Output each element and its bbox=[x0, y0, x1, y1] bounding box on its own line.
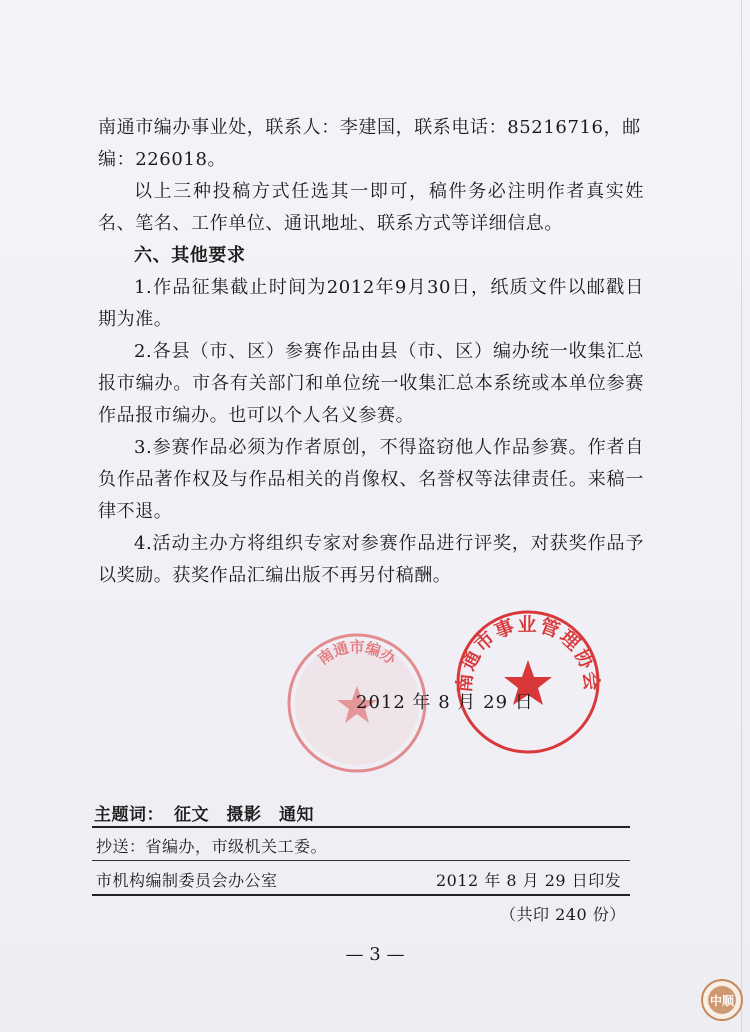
para-submit: 以上三种投稿方式任选其一即可，稿件务必注明作者真实姓名、笔名、工作单位、通讯地址、联系方式等详细信息。 bbox=[98, 181, 644, 234]
item-1: 1.作品征集截止时间为2012年9月30日，纸质文件以邮戳日期为准。 bbox=[98, 277, 644, 330]
signature-date: 2012 年 8 月 29 日 bbox=[356, 692, 534, 713]
logo-text: 中顺 bbox=[709, 994, 735, 1008]
subject-words: 征文 摄影 通知 bbox=[174, 805, 314, 825]
item-4: 4.活动主办方将组织专家对参赛作品进行评奖，对获奖作品予以奖励。获奖作品汇编出版不再另付稿酬。 bbox=[98, 533, 644, 586]
school-logo-icon bbox=[700, 978, 744, 1022]
item-2: 2.各县（市、区）参赛作品由县（市、区）编办统一收集汇总报市编办。市各有关部门和单位统一收集汇总本系统或本单位参赛作品报市编办。也可以个人名义参赛。 bbox=[98, 341, 644, 426]
footer-rule-3 bbox=[92, 894, 630, 896]
seal-right-text: 南通市事业管理协会 bbox=[453, 613, 603, 694]
cc-line: 抄送：省编办，市级机关工委。 bbox=[96, 837, 328, 856]
heading-other-requirements: 六、其他要求 bbox=[134, 245, 246, 266]
footer-rule-1 bbox=[92, 826, 630, 828]
item-3: 3.参赛作品必须为作者原创，不得盗窃他人作品参赛。作者自负作品著作权及与作品相关的肖像权、名誉权等法律责任。来稿一律不退。 bbox=[98, 437, 644, 522]
subject-label: 主题词： bbox=[94, 805, 164, 825]
print-date: 2012 年 8 月 29 日印发 bbox=[436, 871, 622, 890]
body-text bbox=[98, 112, 644, 592]
issuer: 市机构编制委员会办公室 bbox=[96, 871, 278, 890]
body-line-1: 南通市编办事业处，联系人：李建国，联系电话：85216716，邮 bbox=[98, 117, 641, 138]
seal-left-text: 南通市编办 bbox=[314, 638, 400, 669]
footer-rule-2 bbox=[92, 860, 630, 861]
copies: （共印 240 份） bbox=[500, 905, 626, 924]
page-edge bbox=[741, 0, 742, 1032]
page-number: — 3 — bbox=[345, 944, 405, 965]
official-seal-right bbox=[452, 606, 604, 758]
body-line-2: 编：226018。 bbox=[98, 149, 227, 170]
